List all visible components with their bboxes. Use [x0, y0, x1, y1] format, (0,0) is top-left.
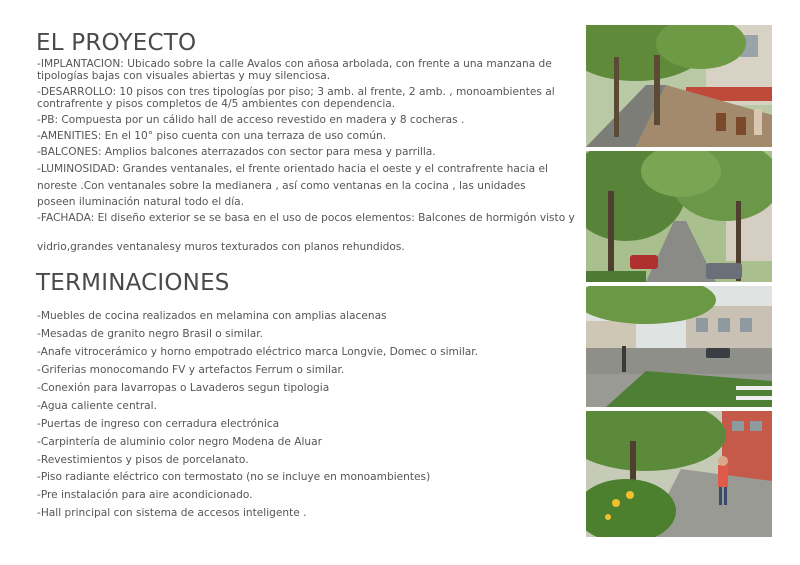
street-corner-photo: [586, 286, 772, 407]
section-title-terminaciones: TERMINACIONES: [36, 270, 230, 296]
terminaciones-item: -Conexión para lavarropas o Lavaderos segun tipologia: [37, 382, 330, 394]
pedestrian-street-photo: [586, 411, 772, 537]
tree-lined-avenue-photo: [586, 151, 772, 282]
proyecto-line: -DESARROLLO: 10 pisos con tres tipologías por piso; 3 amb. al frente, 2 amb. , monoambientes al: [37, 86, 555, 98]
terminaciones-item: -Anafe vitrocerámico y horno empotrado eléctrico marca Longvie, Domec o similar.: [37, 346, 479, 358]
proyecto-line: -PB: Compuesta por un cálido hall de acceso revestido en madera y 8 cocheras .: [37, 114, 465, 126]
proyecto-line: vidrio,grandes ventanalesy muros texturados con planos rehundidos.: [37, 241, 405, 253]
terminaciones-item: -Hall principal con sistema de accesos inteligente .: [37, 507, 307, 519]
proyecto-line: tipologías bajas con visuales abiertas y muy silenciosa.: [37, 70, 331, 82]
terminaciones-item: -Revestimientos y pisos de porcelanato.: [37, 454, 249, 466]
terminaciones-item: -Agua caliente central.: [37, 400, 157, 412]
street-cafe-photo: [586, 25, 772, 147]
proyecto-line: -BALCONES: Amplios balcones aterrazados con sector para mesa y parrilla.: [37, 146, 436, 158]
terminaciones-item: -Piso radiante eléctrico con termostato (no se incluye en monoambientes): [37, 471, 431, 483]
proyecto-line: -FACHADA: El diseño exterior se se basa en el uso de pocos elementos: Balcones de hormigón visto y: [37, 212, 575, 224]
terminaciones-item: -Griferias monocomando FV y artefactos Ferrum o similar.: [37, 364, 345, 376]
terminaciones-item: -Mesadas de granito negro Brasil o similar.: [37, 328, 264, 340]
proyecto-line: poseen iluminación natural todo el día.: [37, 196, 245, 208]
proyecto-line: -IMPLANTACION: Ubicado sobre la calle Avalos con añosa arbolada, con frente a una manzana de: [37, 58, 552, 70]
proyecto-line: -LUMINOSIDAD: Grandes ventanales, el frente orientado hacia el oeste y el contrafrente hacia el: [37, 163, 548, 175]
terminaciones-item: -Carpintería de aluminio color negro Modena de Aluar: [37, 436, 322, 448]
terminaciones-item: -Muebles de cocina realizados en melamina con amplias alacenas: [37, 310, 387, 322]
terminaciones-item: -Pre instalación para aire acondicionado.: [37, 489, 253, 501]
proyecto-line: noreste .Con ventanales sobre la medianera , así como ventanas en la cocina , las unidades: [37, 180, 526, 192]
section-title-proyecto: EL PROYECTO: [36, 30, 197, 56]
proyecto-line: -AMENITIES: En el 10° piso cuenta con una terraza de uso común.: [37, 130, 387, 142]
terminaciones-item: -Puertas de ingreso con cerradura electrónica: [37, 418, 280, 430]
proyecto-line: contrafrente y pisos completos de 4/5 ambientes con dependencia.: [37, 98, 396, 110]
